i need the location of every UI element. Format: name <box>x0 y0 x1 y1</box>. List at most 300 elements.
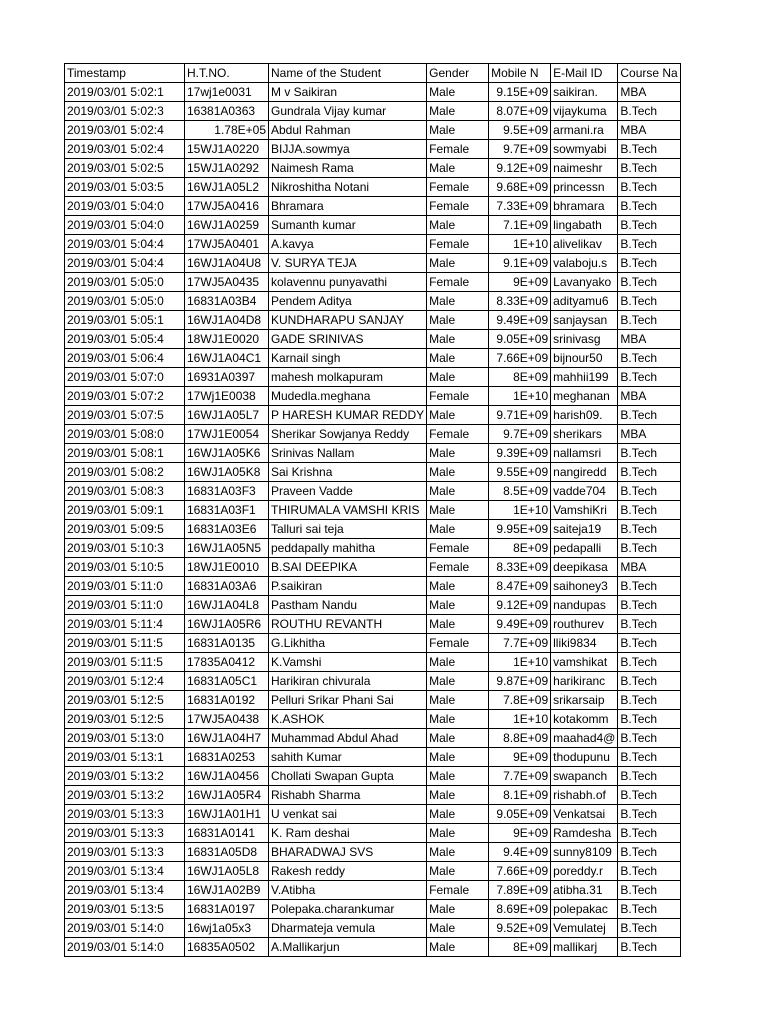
ht-no-cell[interactable]: 1.78E+05 <box>185 121 269 140</box>
mobile-cell[interactable]: 8E+09 <box>489 938 551 957</box>
mobile-cell[interactable]: 9.4E+09 <box>489 843 551 862</box>
email-cell[interactable]: pedapalli <box>551 539 618 558</box>
email-cell[interactable]: swapanch <box>551 767 618 786</box>
course-cell[interactable]: B.Tech <box>618 805 680 824</box>
timestamp-cell[interactable]: 2019/03/01 5:07:5 <box>65 406 185 425</box>
course-cell[interactable]: B.Tech <box>618 653 680 672</box>
course-cell[interactable]: B.Tech <box>618 501 680 520</box>
course-cell[interactable]: B.Tech <box>618 938 680 957</box>
gender-cell[interactable]: Female <box>427 140 489 159</box>
email-cell[interactable]: sherikars <box>551 425 618 444</box>
email-cell[interactable]: thodupunu <box>551 748 618 767</box>
mobile-cell[interactable]: 9E+09 <box>489 824 551 843</box>
ht-no-cell[interactable]: 16931A0397 <box>185 368 269 387</box>
email-cell[interactable]: sanjaysan <box>551 311 618 330</box>
course-cell[interactable]: MBA <box>618 558 680 577</box>
mobile-cell[interactable]: 7.66E+09 <box>489 862 551 881</box>
mobile-cell[interactable]: 9.7E+09 <box>489 425 551 444</box>
ht-no-cell[interactable]: 16831A0192 <box>185 691 269 710</box>
email-cell[interactable]: harikiranc <box>551 672 618 691</box>
ht-no-cell[interactable]: 16831A0253 <box>185 748 269 767</box>
mobile-cell[interactable]: 9.7E+09 <box>489 140 551 159</box>
email-cell[interactable]: bijnour50 <box>551 349 618 368</box>
ht-no-cell[interactable]: 16831A03F3 <box>185 482 269 501</box>
gender-cell[interactable]: Male <box>427 159 489 178</box>
student-name-cell[interactable]: Mudedla.meghana <box>269 387 427 406</box>
ht-no-cell[interactable]: 16wj1a05x3 <box>185 919 269 938</box>
timestamp-cell[interactable]: 2019/03/01 5:07:2 <box>65 387 185 406</box>
gender-cell[interactable]: Male <box>427 482 489 501</box>
timestamp-cell[interactable]: 2019/03/01 5:13:2 <box>65 786 185 805</box>
column-header-gender[interactable]: Gender <box>427 64 489 83</box>
email-cell[interactable]: atibha.31 <box>551 881 618 900</box>
email-cell[interactable]: Lavanyako <box>551 273 618 292</box>
email-cell[interactable]: saihoney3 <box>551 577 618 596</box>
course-cell[interactable]: MBA <box>618 330 680 349</box>
student-name-cell[interactable]: U venkat sai <box>269 805 427 824</box>
gender-cell[interactable]: Male <box>427 710 489 729</box>
timestamp-cell[interactable]: 2019/03/01 5:14:0 <box>65 938 185 957</box>
student-name-cell[interactable]: Abdul Rahman <box>269 121 427 140</box>
email-cell[interactable]: srikarsaip <box>551 691 618 710</box>
course-cell[interactable]: B.Tech <box>618 615 680 634</box>
gender-cell[interactable]: Female <box>427 539 489 558</box>
student-name-cell[interactable]: P HARESH KUMAR REDDY <box>269 406 427 425</box>
student-name-cell[interactable]: Karnail singh <box>269 349 427 368</box>
course-cell[interactable]: MBA <box>618 387 680 406</box>
student-name-cell[interactable]: Rakesh reddy <box>269 862 427 881</box>
mobile-cell[interactable]: 9.05E+09 <box>489 805 551 824</box>
timestamp-cell[interactable]: 2019/03/01 5:02:4 <box>65 121 185 140</box>
ht-no-cell[interactable]: 16835A0502 <box>185 938 269 957</box>
course-cell[interactable]: B.Tech <box>618 900 680 919</box>
email-cell[interactable]: poreddy.r <box>551 862 618 881</box>
student-name-cell[interactable]: mahesh molkapuram <box>269 368 427 387</box>
email-cell[interactable]: Ramdesha <box>551 824 618 843</box>
timestamp-cell[interactable]: 2019/03/01 5:02:4 <box>65 140 185 159</box>
timestamp-cell[interactable]: 2019/03/01 5:11:4 <box>65 615 185 634</box>
student-name-cell[interactable]: K.ASHOK <box>269 710 427 729</box>
mobile-cell[interactable]: 9.15E+09 <box>489 83 551 102</box>
email-cell[interactable]: Vemulatej <box>551 919 618 938</box>
course-cell[interactable]: B.Tech <box>618 102 680 121</box>
mobile-cell[interactable]: 1E+10 <box>489 501 551 520</box>
mobile-cell[interactable]: 1E+10 <box>489 653 551 672</box>
email-cell[interactable]: sunny8109 <box>551 843 618 862</box>
ht-no-cell[interactable]: 16381A0363 <box>185 102 269 121</box>
student-name-cell[interactable]: Talluri sai teja <box>269 520 427 539</box>
email-cell[interactable]: polepakac <box>551 900 618 919</box>
course-cell[interactable]: B.Tech <box>618 159 680 178</box>
email-cell[interactable]: kotakomm <box>551 710 618 729</box>
ht-no-cell[interactable]: 16831A05C1 <box>185 672 269 691</box>
email-cell[interactable]: rishabh.of <box>551 786 618 805</box>
timestamp-cell[interactable]: 2019/03/01 5:04:4 <box>65 254 185 273</box>
gender-cell[interactable]: Male <box>427 615 489 634</box>
gender-cell[interactable]: Female <box>427 197 489 216</box>
course-cell[interactable]: B.Tech <box>618 349 680 368</box>
mobile-cell[interactable]: 9.52E+09 <box>489 919 551 938</box>
mobile-cell[interactable]: 7.7E+09 <box>489 634 551 653</box>
ht-no-cell[interactable]: 16WJ1A04H7 <box>185 729 269 748</box>
gender-cell[interactable]: Female <box>427 634 489 653</box>
mobile-cell[interactable]: 9.05E+09 <box>489 330 551 349</box>
timestamp-cell[interactable]: 2019/03/01 5:12:4 <box>65 672 185 691</box>
timestamp-cell[interactable]: 2019/03/01 5:13:2 <box>65 767 185 786</box>
ht-no-cell[interactable]: 17835A0412 <box>185 653 269 672</box>
mobile-cell[interactable]: 9.71E+09 <box>489 406 551 425</box>
column-header-student-name[interactable]: Name of the Student <box>269 64 427 83</box>
student-name-cell[interactable]: kolavennu punyavathi <box>269 273 427 292</box>
student-name-cell[interactable]: Muhammad Abdul Ahad <box>269 729 427 748</box>
mobile-cell[interactable]: 8.5E+09 <box>489 482 551 501</box>
mobile-cell[interactable]: 9.55E+09 <box>489 463 551 482</box>
email-cell[interactable]: nangiredd <box>551 463 618 482</box>
gender-cell[interactable]: Male <box>427 824 489 843</box>
student-name-cell[interactable]: ROUTHU REVANTH <box>269 615 427 634</box>
ht-no-cell[interactable]: 16WJ1A05L2 <box>185 178 269 197</box>
email-cell[interactable]: valaboju.s <box>551 254 618 273</box>
course-cell[interactable]: B.Tech <box>618 520 680 539</box>
mobile-cell[interactable]: 7.1E+09 <box>489 216 551 235</box>
email-cell[interactable]: lliki9834 <box>551 634 618 653</box>
student-name-cell[interactable]: GADE SRINIVAS <box>269 330 427 349</box>
email-cell[interactable]: nallamsri <box>551 444 618 463</box>
mobile-cell[interactable]: 8.33E+09 <box>489 558 551 577</box>
student-name-cell[interactable]: V.Atibha <box>269 881 427 900</box>
gender-cell[interactable]: Male <box>427 729 489 748</box>
course-cell[interactable]: B.Tech <box>618 197 680 216</box>
course-cell[interactable]: B.Tech <box>618 273 680 292</box>
course-cell[interactable]: B.Tech <box>618 919 680 938</box>
email-cell[interactable]: maahad4@ <box>551 729 618 748</box>
student-name-cell[interactable]: Pendem Aditya <box>269 292 427 311</box>
mobile-cell[interactable]: 8.8E+09 <box>489 729 551 748</box>
mobile-cell[interactable]: 9E+09 <box>489 748 551 767</box>
ht-no-cell[interactable]: 16WJ1A04D8 <box>185 311 269 330</box>
email-cell[interactable]: bhramara <box>551 197 618 216</box>
column-header-timestamp[interactable]: Timestamp <box>65 64 185 83</box>
timestamp-cell[interactable]: 2019/03/01 5:13:1 <box>65 748 185 767</box>
ht-no-cell[interactable]: 16831A0135 <box>185 634 269 653</box>
student-name-cell[interactable]: sahith Kumar <box>269 748 427 767</box>
ht-no-cell[interactable]: 18WJ1E0020 <box>185 330 269 349</box>
ht-no-cell[interactable]: 18WJ1E0010 <box>185 558 269 577</box>
student-name-cell[interactable]: BIJJA.sowmya <box>269 140 427 159</box>
timestamp-cell[interactable]: 2019/03/01 5:10:3 <box>65 539 185 558</box>
timestamp-cell[interactable]: 2019/03/01 5:13:0 <box>65 729 185 748</box>
ht-no-cell[interactable]: 16WJ1A05L7 <box>185 406 269 425</box>
timestamp-cell[interactable]: 2019/03/01 5:08:0 <box>65 425 185 444</box>
mobile-cell[interactable]: 9.87E+09 <box>489 672 551 691</box>
course-cell[interactable]: B.Tech <box>618 672 680 691</box>
mobile-cell[interactable]: 8.07E+09 <box>489 102 551 121</box>
student-name-cell[interactable]: Sai Krishna <box>269 463 427 482</box>
ht-no-cell[interactable]: 16WJ1A0456 <box>185 767 269 786</box>
course-cell[interactable]: B.Tech <box>618 881 680 900</box>
student-name-cell[interactable]: P.saikiran <box>269 577 427 596</box>
email-cell[interactable]: harish09. <box>551 406 618 425</box>
gender-cell[interactable]: Male <box>427 843 489 862</box>
gender-cell[interactable]: Male <box>427 938 489 957</box>
gender-cell[interactable]: Male <box>427 254 489 273</box>
course-cell[interactable]: B.Tech <box>618 634 680 653</box>
timestamp-cell[interactable]: 2019/03/01 5:13:4 <box>65 862 185 881</box>
gender-cell[interactable]: Male <box>427 330 489 349</box>
course-cell[interactable]: MBA <box>618 425 680 444</box>
email-cell[interactable]: routhurev <box>551 615 618 634</box>
gender-cell[interactable]: Male <box>427 596 489 615</box>
ht-no-cell[interactable]: 16WJ1A02B9 <box>185 881 269 900</box>
email-cell[interactable]: vijaykuma <box>551 102 618 121</box>
email-cell[interactable]: srinivasg <box>551 330 618 349</box>
timestamp-cell[interactable]: 2019/03/01 5:14:0 <box>65 919 185 938</box>
mobile-cell[interactable]: 9.49E+09 <box>489 311 551 330</box>
ht-no-cell[interactable]: 16831A05D8 <box>185 843 269 862</box>
timestamp-cell[interactable]: 2019/03/01 5:13:3 <box>65 805 185 824</box>
mobile-cell[interactable]: 8.1E+09 <box>489 786 551 805</box>
email-cell[interactable]: mahhii199 <box>551 368 618 387</box>
student-name-cell[interactable]: G.Likhitha <box>269 634 427 653</box>
gender-cell[interactable]: Male <box>427 349 489 368</box>
ht-no-cell[interactable]: 16WJ1A05R4 <box>185 786 269 805</box>
mobile-cell[interactable]: 1E+10 <box>489 710 551 729</box>
ht-no-cell[interactable]: 16831A03E6 <box>185 520 269 539</box>
ht-no-cell[interactable]: 16831A03B4 <box>185 292 269 311</box>
timestamp-cell[interactable]: 2019/03/01 5:02:1 <box>65 83 185 102</box>
email-cell[interactable]: alivelikav <box>551 235 618 254</box>
course-cell[interactable]: B.Tech <box>618 406 680 425</box>
mobile-cell[interactable]: 8E+09 <box>489 368 551 387</box>
gender-cell[interactable]: Male <box>427 767 489 786</box>
student-name-cell[interactable]: Pastham Nandu <box>269 596 427 615</box>
gender-cell[interactable]: Male <box>427 919 489 938</box>
ht-no-cell[interactable]: 17WJ5A0435 <box>185 273 269 292</box>
timestamp-cell[interactable]: 2019/03/01 5:11:5 <box>65 653 185 672</box>
gender-cell[interactable]: Female <box>427 235 489 254</box>
timestamp-cell[interactable]: 2019/03/01 5:10:5 <box>65 558 185 577</box>
course-cell[interactable]: MBA <box>618 121 680 140</box>
gender-cell[interactable]: Male <box>427 672 489 691</box>
course-cell[interactable]: B.Tech <box>618 216 680 235</box>
student-name-cell[interactable]: Naimesh Rama <box>269 159 427 178</box>
course-cell[interactable]: B.Tech <box>618 368 680 387</box>
gender-cell[interactable]: Male <box>427 900 489 919</box>
timestamp-cell[interactable]: 2019/03/01 5:11:0 <box>65 596 185 615</box>
ht-no-cell[interactable]: 17WJ5A0416 <box>185 197 269 216</box>
student-name-cell[interactable]: B.SAI DEEPIKA <box>269 558 427 577</box>
email-cell[interactable]: saiteja19 <box>551 520 618 539</box>
course-cell[interactable]: B.Tech <box>618 748 680 767</box>
course-cell[interactable]: B.Tech <box>618 463 680 482</box>
student-name-cell[interactable]: K. Ram deshai <box>269 824 427 843</box>
gender-cell[interactable]: Male <box>427 805 489 824</box>
ht-no-cell[interactable]: 16831A03A6 <box>185 577 269 596</box>
mobile-cell[interactable]: 7.8E+09 <box>489 691 551 710</box>
course-cell[interactable]: B.Tech <box>618 254 680 273</box>
gender-cell[interactable]: Male <box>427 862 489 881</box>
email-cell[interactable]: vamshikat <box>551 653 618 672</box>
course-cell[interactable]: B.Tech <box>618 729 680 748</box>
ht-no-cell[interactable]: 17Wj1E0038 <box>185 387 269 406</box>
timestamp-cell[interactable]: 2019/03/01 5:09:1 <box>65 501 185 520</box>
email-cell[interactable]: meghanan <box>551 387 618 406</box>
student-name-cell[interactable]: Sherikar Sowjanya Reddy <box>269 425 427 444</box>
course-cell[interactable]: MBA <box>618 83 680 102</box>
course-cell[interactable]: B.Tech <box>618 824 680 843</box>
ht-no-cell[interactable]: 16WJ1A04C1 <box>185 349 269 368</box>
gender-cell[interactable]: Male <box>427 501 489 520</box>
gender-cell[interactable]: Male <box>427 406 489 425</box>
timestamp-cell[interactable]: 2019/03/01 5:04:0 <box>65 216 185 235</box>
student-name-cell[interactable]: M v Saikiran <box>269 83 427 102</box>
timestamp-cell[interactable]: 2019/03/01 5:06:4 <box>65 349 185 368</box>
email-cell[interactable]: naimeshr <box>551 159 618 178</box>
gender-cell[interactable]: Male <box>427 121 489 140</box>
ht-no-cell[interactable]: 15WJ1A0292 <box>185 159 269 178</box>
mobile-cell[interactable]: 9.49E+09 <box>489 615 551 634</box>
timestamp-cell[interactable]: 2019/03/01 5:09:5 <box>65 520 185 539</box>
column-header-course[interactable]: Course Na <box>618 64 680 83</box>
gender-cell[interactable]: Female <box>427 425 489 444</box>
course-cell[interactable]: B.Tech <box>618 235 680 254</box>
timestamp-cell[interactable]: 2019/03/01 5:13:4 <box>65 881 185 900</box>
gender-cell[interactable]: Male <box>427 577 489 596</box>
ht-no-cell[interactable]: 16WJ1A04L8 <box>185 596 269 615</box>
gender-cell[interactable]: Female <box>427 178 489 197</box>
timestamp-cell[interactable]: 2019/03/01 5:13:5 <box>65 900 185 919</box>
timestamp-cell[interactable]: 2019/03/01 5:05:4 <box>65 330 185 349</box>
email-cell[interactable]: princessn <box>551 178 618 197</box>
ht-no-cell[interactable]: 16WJ1A0259 <box>185 216 269 235</box>
student-name-cell[interactable]: K.Vamshi <box>269 653 427 672</box>
course-cell[interactable]: B.Tech <box>618 140 680 159</box>
student-name-cell[interactable]: Bhramara <box>269 197 427 216</box>
timestamp-cell[interactable]: 2019/03/01 5:02:5 <box>65 159 185 178</box>
student-name-cell[interactable]: Polepaka.charankumar <box>269 900 427 919</box>
ht-no-cell[interactable]: 17WJ5A0438 <box>185 710 269 729</box>
course-cell[interactable]: B.Tech <box>618 482 680 501</box>
mobile-cell[interactable]: 8.33E+09 <box>489 292 551 311</box>
gender-cell[interactable]: Male <box>427 102 489 121</box>
course-cell[interactable]: B.Tech <box>618 311 680 330</box>
gender-cell[interactable]: Male <box>427 691 489 710</box>
course-cell[interactable]: B.Tech <box>618 710 680 729</box>
email-cell[interactable]: lingabath <box>551 216 618 235</box>
mobile-cell[interactable]: 9.68E+09 <box>489 178 551 197</box>
student-name-cell[interactable]: V. SURYA TEJA <box>269 254 427 273</box>
course-cell[interactable]: B.Tech <box>618 862 680 881</box>
gender-cell[interactable]: Male <box>427 311 489 330</box>
timestamp-cell[interactable]: 2019/03/01 5:08:3 <box>65 482 185 501</box>
mobile-cell[interactable]: 9.39E+09 <box>489 444 551 463</box>
student-name-cell[interactable]: Sumanth kumar <box>269 216 427 235</box>
course-cell[interactable]: B.Tech <box>618 539 680 558</box>
email-cell[interactable]: deepikasa <box>551 558 618 577</box>
course-cell[interactable]: B.Tech <box>618 767 680 786</box>
student-name-cell[interactable]: Gundrala Vijay kumar <box>269 102 427 121</box>
email-cell[interactable]: Venkatsai <box>551 805 618 824</box>
student-name-cell[interactable]: Dharmateja vemula <box>269 919 427 938</box>
timestamp-cell[interactable]: 2019/03/01 5:12:5 <box>65 710 185 729</box>
email-cell[interactable]: sowmyabi <box>551 140 618 159</box>
email-cell[interactable]: VamshiKri <box>551 501 618 520</box>
student-name-cell[interactable]: peddapally mahitha <box>269 539 427 558</box>
timestamp-cell[interactable]: 2019/03/01 5:05:0 <box>65 273 185 292</box>
column-header-mobile[interactable]: Mobile N <box>489 64 551 83</box>
course-cell[interactable]: B.Tech <box>618 786 680 805</box>
timestamp-cell[interactable]: 2019/03/01 5:13:3 <box>65 843 185 862</box>
gender-cell[interactable]: Male <box>427 786 489 805</box>
ht-no-cell[interactable]: 16WJ1A05N5 <box>185 539 269 558</box>
gender-cell[interactable]: Male <box>427 444 489 463</box>
gender-cell[interactable]: Male <box>427 292 489 311</box>
ht-no-cell[interactable]: 16831A0141 <box>185 824 269 843</box>
ht-no-cell[interactable]: 16831A0197 <box>185 900 269 919</box>
mobile-cell[interactable]: 1E+10 <box>489 235 551 254</box>
mobile-cell[interactable]: 7.7E+09 <box>489 767 551 786</box>
student-name-cell[interactable]: KUNDHARAPU SANJAY <box>269 311 427 330</box>
ht-no-cell[interactable]: 17WJ5A0401 <box>185 235 269 254</box>
ht-no-cell[interactable]: 16WJ1A04U8 <box>185 254 269 273</box>
gender-cell[interactable]: Female <box>427 273 489 292</box>
mobile-cell[interactable]: 7.33E+09 <box>489 197 551 216</box>
course-cell[interactable]: B.Tech <box>618 444 680 463</box>
timestamp-cell[interactable]: 2019/03/01 5:13:3 <box>65 824 185 843</box>
mobile-cell[interactable]: 8.47E+09 <box>489 577 551 596</box>
gender-cell[interactable]: Male <box>427 748 489 767</box>
student-name-cell[interactable]: Harikiran chivurala <box>269 672 427 691</box>
timestamp-cell[interactable]: 2019/03/01 5:05:1 <box>65 311 185 330</box>
ht-no-cell[interactable]: 16WJ1A01H1 <box>185 805 269 824</box>
student-name-cell[interactable]: Srinivas Nallam <box>269 444 427 463</box>
gender-cell[interactable]: Male <box>427 463 489 482</box>
ht-no-cell[interactable]: 16WJ1A05R6 <box>185 615 269 634</box>
timestamp-cell[interactable]: 2019/03/01 5:11:5 <box>65 634 185 653</box>
mobile-cell[interactable]: 8.69E+09 <box>489 900 551 919</box>
timestamp-cell[interactable]: 2019/03/01 5:04:4 <box>65 235 185 254</box>
timestamp-cell[interactable]: 2019/03/01 5:08:1 <box>65 444 185 463</box>
gender-cell[interactable]: Male <box>427 83 489 102</box>
mobile-cell[interactable]: 9.1E+09 <box>489 254 551 273</box>
timestamp-cell[interactable]: 2019/03/01 5:07:0 <box>65 368 185 387</box>
ht-no-cell[interactable]: 16WJ1A05L8 <box>185 862 269 881</box>
gender-cell[interactable]: Female <box>427 558 489 577</box>
email-cell[interactable]: armani.ra <box>551 121 618 140</box>
course-cell[interactable]: B.Tech <box>618 596 680 615</box>
email-cell[interactable]: nandupas <box>551 596 618 615</box>
course-cell[interactable]: B.Tech <box>618 691 680 710</box>
course-cell[interactable]: B.Tech <box>618 843 680 862</box>
student-name-cell[interactable]: Praveen Vadde <box>269 482 427 501</box>
email-cell[interactable]: adityamu6 <box>551 292 618 311</box>
student-name-cell[interactable]: BHARADWAJ SVS <box>269 843 427 862</box>
email-cell[interactable]: mallikarj <box>551 938 618 957</box>
timestamp-cell[interactable]: 2019/03/01 5:05:0 <box>65 292 185 311</box>
ht-no-cell[interactable]: 15WJ1A0220 <box>185 140 269 159</box>
course-cell[interactable]: B.Tech <box>618 178 680 197</box>
gender-cell[interactable]: Male <box>427 368 489 387</box>
ht-no-cell[interactable]: 16WJ1A05K8 <box>185 463 269 482</box>
student-name-cell[interactable]: Chollati Swapan Gupta <box>269 767 427 786</box>
ht-no-cell[interactable]: 16831A03F1 <box>185 501 269 520</box>
ht-no-cell[interactable]: 17WJ1E0054 <box>185 425 269 444</box>
course-cell[interactable]: B.Tech <box>618 292 680 311</box>
mobile-cell[interactable]: 8E+09 <box>489 539 551 558</box>
ht-no-cell[interactable]: 17wj1e0031 <box>185 83 269 102</box>
column-header-ht-no[interactable]: H.T.NO. <box>185 64 269 83</box>
email-cell[interactable]: vadde704 <box>551 482 618 501</box>
